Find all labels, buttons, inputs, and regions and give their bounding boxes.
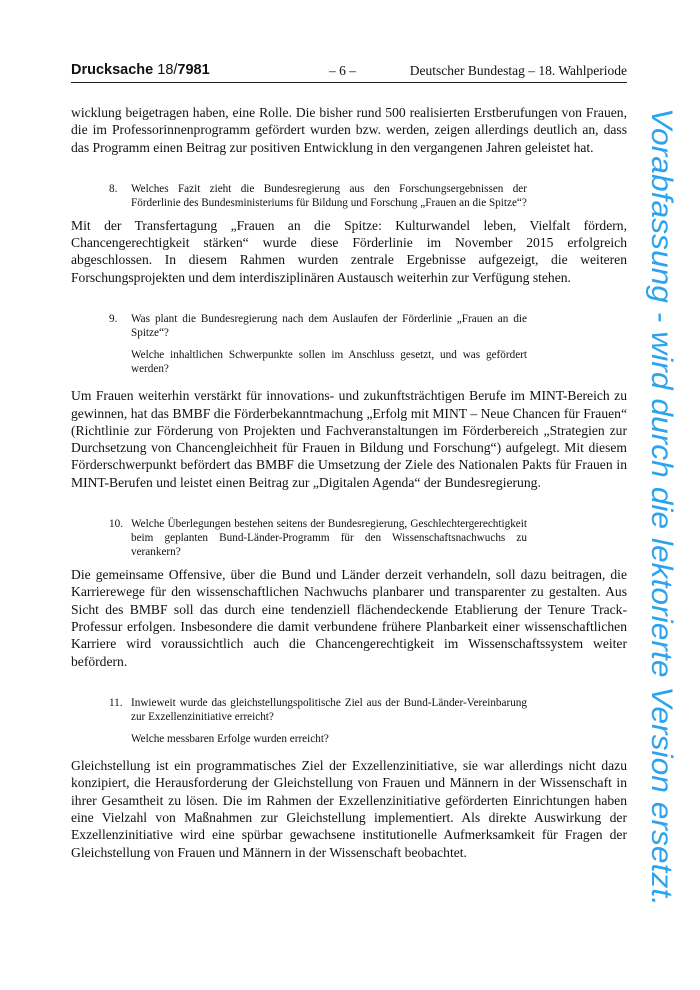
question-subtext: Welche messbaren Erfolge wurden erreicht? bbox=[131, 732, 329, 745]
page-header bbox=[71, 62, 627, 83]
draft-watermark bbox=[640, 108, 682, 906]
doc-number-prefix: 18/ bbox=[157, 62, 178, 78]
answer-10: Die gemeinsame Offensive, über die Bund und Länder derzeit verhandeln, soll dazu beitragen, die Karrierewege für den wissenschaftlichen Nachwuchs planbarer und transparenter zu gestalten. Aus Sicht des BMBF soll das durch eine tendenziell flächendeckende Etablierung der Tenure Track-Professur erfolgen. Insbesondere die damit verbundene frühere Planbarkeit einer wissenschaftlichen Karriere wird voraussichtlich auch die Chancengerechtigkeit im Wissenschaftssystem weiter befördern. bbox=[71, 567, 627, 669]
question-10 bbox=[71, 517, 627, 559]
question-number: 10. bbox=[109, 518, 123, 531]
page-number: – 6 – bbox=[329, 63, 356, 78]
question-number: 11. bbox=[109, 696, 123, 709]
question-number: 9. bbox=[109, 313, 118, 326]
document-body bbox=[71, 104, 627, 861]
question-text: Was plant die Bundesregierung nach dem Auslaufen der Förderlinie „Frauen an die Spitze“? bbox=[131, 313, 527, 340]
watermark-text: Vorabfassung - wird durch die lektorierte Version ersetzt. bbox=[645, 108, 678, 862]
issuer-title: Deutscher Bundestag – 18. Wahlperiode bbox=[409, 63, 627, 78]
question-subtext: Welche inhaltlichen Schwerpunkte sollen im Anschluss gesetzt, und was gefördert werden? bbox=[131, 349, 527, 376]
question-text: Welches Fazit zieht die Bundesregierung aus den Forschungsergebnissen der Förderlinie des Bundesministeriums für Bildung und Forschung „Frauen an die Spitze“? bbox=[131, 182, 527, 209]
question-text: Inwieweit wurde das gleichstellungspolitische Ziel aus der Bund-Länder-Vereinbarung zur Exzellenzinitiative erreicht? bbox=[131, 696, 527, 723]
intro-paragraph: wicklung beigetragen haben, eine Rolle. Die bisher rund 500 realisierten Erstberufungen von Frauen, die im Professorinnenprogramm gefördert wurden bzw. werden, zeigen allerdings deutlich an, dass das Programm einen Beitrag zur positiven Entwicklung in den vergangenen Jahren geleistet hat. bbox=[71, 105, 627, 155]
answer-11: Gleichstellung ist ein programmatisches Ziel der Exzellenzinitiative, sie war allerdings nicht dazu konzipiert, die Herausforderung der Gleichstellung von Frauen und Männern in der Wissenschaft in ihrer Gesamtheit zu lösen. Die im Rahmen der Exzellenzinitiative geförderten Einrichtungen haben eine Vielzahl von Maßnahmen zur Gleichstellung implementiert. Als direkte Auswirkung der Exzellenzinitiative wird eine spürbar gewachsene institutionelle Aufmerksamkeit für Fragen der Gleichstellung von Frauen und Männern in der Wissenschaft beobachtet. bbox=[71, 758, 627, 860]
answer-9: Um Frauen weiterhin verstärkt für innovations- und zukunftsträchtigen Berufe im MINT-Bereich zu gewinnen, hat das BMBF die Förderbekanntmachung „Erfolg mit MINT – Neue Chancen für Frauen“ (Richtlinie zur Förderung von Projekten und Fachveranstaltungen im Förderbereich „Strategien zur Durchsetzung von Chancengleichheit für Frauen in Bildung und Forschung“) aufgelegt. Mit diesem Förderschwerpunkt befördert das BMBF die Umsetzung der Ziele des Nationalen Pakts für Frauen in MINT-Berufen und leistet einen Beitrag zur „Digitalen Agenda“ der Bundesregierung. bbox=[71, 388, 627, 490]
doc-number: 7981 bbox=[177, 62, 210, 78]
drucksache-number bbox=[71, 62, 210, 78]
doc-label: Drucksache bbox=[71, 62, 154, 78]
answer-8: Mit der Transfertagung „Frauen an die Spitze: Kulturwandel leben, Vielfalt fördern, Chancengerechtigkeit stärken“ wurde diese Förderlinie im November 2015 erfolgreich abgeschlossen. In diesem Rahmen wurden zentrale Ergebnisse aufgezeigt, die weiteren Forschungsprojekten und dem interdisziplinären Austausch weiterhin zur Verfügung stehen. bbox=[71, 217, 627, 285]
watermark-graphic bbox=[640, 108, 682, 906]
question-8 bbox=[71, 182, 627, 210]
question-9 bbox=[71, 312, 627, 376]
question-11 bbox=[71, 696, 627, 746]
question-number: 8. bbox=[109, 182, 118, 195]
question-text: Welche Überlegungen bestehen seitens der Bundesregierung, Geschlechtergerechtigkeit beim geplanten Bund-Länder-Programm für den Wissenschaftsnachwuchs zu verankern? bbox=[131, 518, 527, 559]
